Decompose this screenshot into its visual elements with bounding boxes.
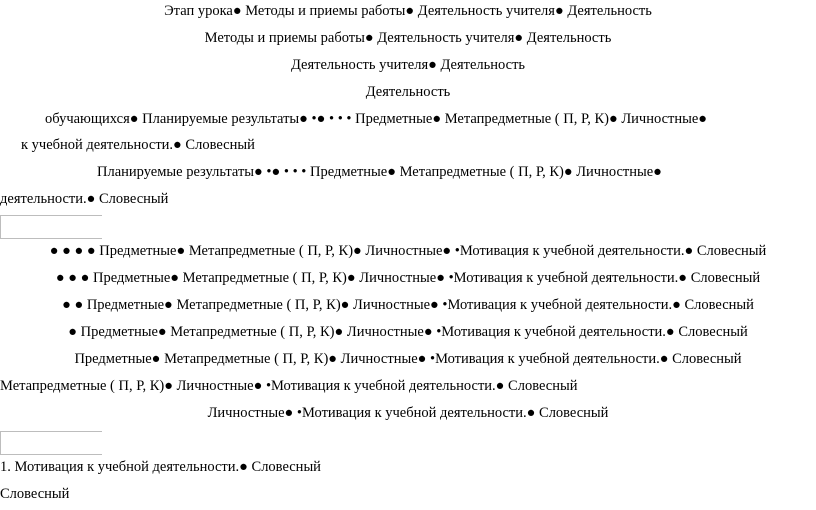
text-line-7: Планируемые результаты● •● • • • Предметные● Метапредметные ( П, Р, К)● Личностные● [97, 164, 662, 180]
text-line-15: Личностные● •Мотивация к учебной деятельности.● Словесный [207, 405, 609, 421]
text-line-17: Словесный [0, 486, 70, 502]
text-line-12: ● Предметные● Метапредметные ( П, Р, К)● Личностные● •Мотивация к учебной деятельности.● Словесный [68, 324, 748, 340]
empty-cell-box [0, 215, 102, 239]
text-line-11: ● ● Предметные● Метапредметные ( П, Р, К)● Личностные● •Мотивация к учебной деятельности.● Словесный [62, 297, 754, 313]
empty-cell-box [0, 431, 102, 455]
text-line-6: к учебной деятельности.● Словесный [21, 137, 255, 153]
text-line-9: ● ● ● ● Предметные● Метапредметные ( П, Р, К)● Личностные● •Мотивация к учебной деятельности.● Словесный [49, 243, 767, 259]
text-line-5: обучающихся● Планируемые результаты● •● • • • Предметные● Метапредметные ( П, Р, К)● Личностные● [45, 111, 708, 127]
text-line-2: Методы и приемы работы● Деятельность учителя● Деятельность [204, 30, 612, 46]
text-line-4: Деятельность [365, 84, 451, 100]
text-line-3: Деятельность учителя● Деятельность [290, 57, 526, 73]
text-line-10: ● ● ● Предметные● Метапредметные ( П, Р, К)● Личностные● •Мотивация к учебной деятельности.● Словесный [55, 270, 761, 286]
text-line-13: Предметные● Метапредметные ( П, Р, К)● Личностные● •Мотивация к учебной деятельности.● Словесный [74, 351, 742, 367]
text-line-1: Этап урока● Методы и приемы работы● Деятельность учителя● Деятельность [164, 3, 652, 19]
text-line-16: 1. Мотивация к учебной деятельности.● Словесный [0, 459, 321, 475]
text-line-8: деятельности.● Словесный [0, 191, 169, 207]
text-line-14: Метапредметные ( П, Р, К)● Личностные● •Мотивация к учебной деятельности.● Словесный [0, 378, 578, 394]
